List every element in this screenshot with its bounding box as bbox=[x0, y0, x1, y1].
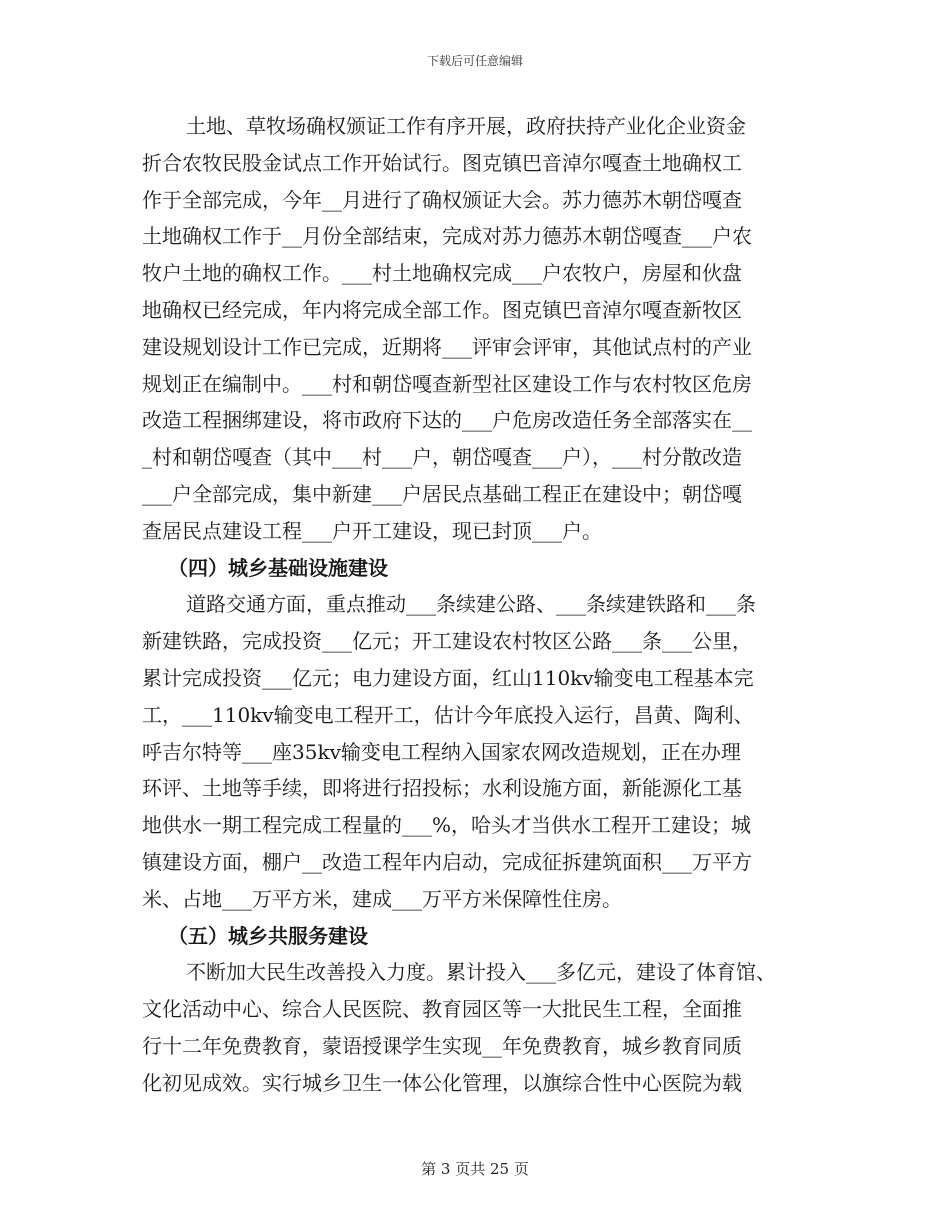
text-line: 呼吉尔特等___座35kv输变电工程纳入国家农网改造规划，正在办理 bbox=[142, 739, 741, 764]
document-body bbox=[142, 108, 812, 1102]
text-line: 折合农牧民股金试点工作开始试行。图克镇巴音淖尔嘎查土地确权工 bbox=[142, 150, 742, 175]
text-line: 镇建设方面，棚户__改造工程年内启动，完成征拆建筑面积___万平方 bbox=[142, 849, 752, 874]
text-line: 建设规划设计工作已完成，近期将___评审会评审，其他试点村的产业 bbox=[142, 334, 752, 359]
text-line: 累计完成投资___亿元；电力建设方面，红山110kv输变电工程基本完 bbox=[142, 665, 754, 690]
section-heading: （四）城乡基础设施建设 bbox=[168, 555, 388, 580]
section-heading: （五）城乡共服务建设 bbox=[168, 923, 368, 948]
text-line: 环评、土地等手续，即将进行招投标；水利设施方面，新能源化工基 bbox=[142, 776, 742, 801]
text-line: 化初见成效。实行城乡卫生一体公化管理，以旗综合性中心医院为载 bbox=[142, 1070, 742, 1095]
text-line: 文化活动中心、综合人民医院、教育园区等一大批民生工程，全面推 bbox=[142, 997, 742, 1022]
text-line: 米、占地___万平方米，建成___万平方米保障性住房。 bbox=[142, 886, 622, 911]
text-line: 地确权已经完成，年内将完成全部工作。图克镇巴音淖尔嘎查新牧区 bbox=[142, 297, 742, 322]
text-line: 新建铁路，完成投资___亿元；开工建设农村牧区公路___条___公里， bbox=[142, 629, 752, 654]
page-header: 下载后可任意编辑 bbox=[426, 54, 523, 68]
text-line: 查居民点建设工程___户开工建设，现已封顶___户。 bbox=[142, 518, 602, 543]
text-line: 行十二年免费教育，蒙语授课学生实现__年免费教育，城乡教育同质 bbox=[142, 1033, 742, 1058]
text-line: 作于全部完成，今年__月进行了确权颁证大会。苏力德苏木朝岱嘎查 bbox=[142, 187, 742, 212]
text-line: ___户全部完成，集中新建___户居民点基础工程正在建设中；朝岱嘎 bbox=[142, 481, 742, 506]
text-line: 牧户土地的确权工作。___村土地确权完成___户农牧户，房屋和伙盘 bbox=[142, 261, 742, 286]
page-footer: 第 3 页共 25 页 bbox=[421, 1160, 529, 1178]
text-line: 改造工程捆绑建设，将市政府下达的___户危房改造任务全部落实在__ bbox=[142, 408, 752, 433]
text-line: 不断加大民生改善投入力度。累计投入___多亿元，建设了体育馆、 bbox=[186, 960, 776, 985]
text-line: 道路交通方面，重点推动___条续建公路、___条续建铁路和___条 bbox=[186, 592, 756, 617]
text-line: _村和朝岱嘎查（其中___村___户，朝岱嘎查___户），___村分散改造 bbox=[142, 445, 742, 470]
text-line: 工，___110kv输变电工程开工，估计今年底投入运行，昌黄、陶利、 bbox=[142, 702, 754, 727]
text-line: 土地确权工作于__月份全部结束，完成对苏力德苏木朝岱嘎查___户农 bbox=[142, 224, 752, 249]
text-line: 土地、草牧场确权颁证工作有序开展，政府扶持产业化企业资金 bbox=[186, 114, 746, 138]
text-line: 地供水一期工程完成工程量的___%，哈头才当供水工程开工建设；城 bbox=[142, 813, 752, 838]
text-line: 规划正在编制中。___村和朝岱嘎查新型社区建设工作与农村牧区危房 bbox=[142, 371, 752, 396]
